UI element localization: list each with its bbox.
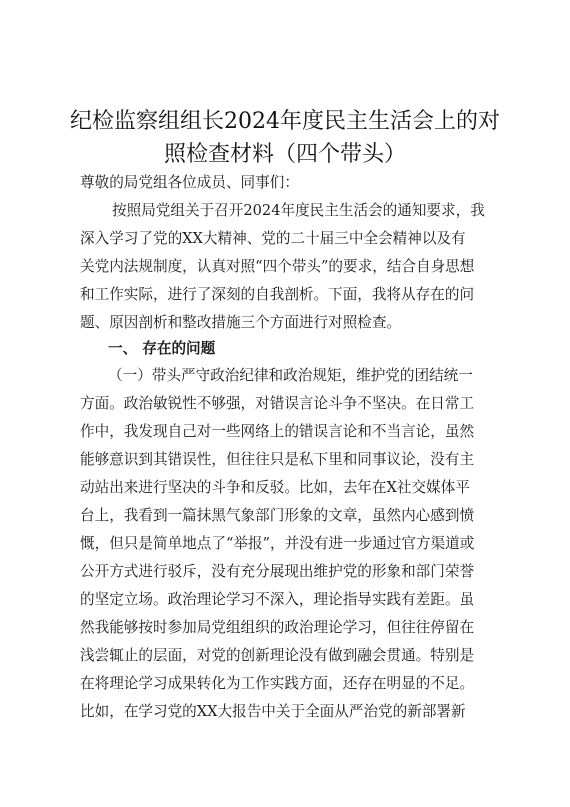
intro-line: 深入学习了党的XX大精神、党的二十届三中全会精神以及有 xyxy=(80,230,466,247)
title-line-1: 纪检监察组组长2024年度民主生活会上的对 xyxy=(70,109,500,134)
section-heading: 一、 存在的问题 xyxy=(108,340,216,357)
section-body-line: 能够意识到其错误性，但往往只是私下里和同事议论，没有主 xyxy=(80,451,475,468)
title-line-2: 照检查材料（四个带头） xyxy=(163,142,406,167)
section-body-line: 的坚定立场。政治理论学习不深入，理论指导实践有差距。虽 xyxy=(80,591,475,608)
section-body-line: 公开方式进行驳斥，没有充分展现出维护党的形象和部门荣誉 xyxy=(80,563,475,580)
document-body xyxy=(80,170,491,770)
intro-line: 和工作实际，进行了深刻的自我剖析。下面，我将从存在的问 xyxy=(80,286,475,303)
section-body-line: 动站出来进行坚决的斗争和反驳。比如，去年在X社交媒体平 xyxy=(80,479,470,496)
salutation: 尊敬的局党组各位成员、同事们： xyxy=(80,174,299,191)
intro-line: 关党内法规制度，认真对照“四个带头”的要求，结合自身思想 xyxy=(80,258,475,275)
section-body-line: （一）带头严守政治纪律和政治规矩，维护党的团结统一 xyxy=(108,367,473,384)
section-body-line: 慨，但只是简单地点了“举报”，并没有进一步通过官方渠道或 xyxy=(80,535,475,552)
document-title xyxy=(60,106,510,172)
section-body-line: 然我能够按时参加局党组组织的政治理论学习，但往往停留在 xyxy=(80,619,475,636)
section-body-line: 浅尝辄止的层面，对党的创新理论没有做到融会贯通。特别是 xyxy=(80,647,475,664)
section-body-line: 作中，我发现自己对一些网络上的错误言论和不当言论，虽然 xyxy=(80,423,475,440)
section-body-line: 比如，在学习党的XX大报告中关于全面从严治党的新部署新 xyxy=(80,703,466,720)
intro-line: 题、原因剖析和整改措施三个方面进行对照检查。 xyxy=(80,314,402,331)
section-body-line: 台上，我看到一篇抹黑气象部门形象的文章，虽然内心感到愤 xyxy=(80,507,475,524)
section-body-line: 方面。政治敏锐性不够强，对错误言论斗争不坚决。在日常工 xyxy=(80,395,475,412)
section-body-line: 在将理论学习成果转化为工作实践方面，还存在明显的不足。 xyxy=(80,675,475,692)
intro-line: 按照局党组关于召开2024年度民主生活会的通知要求，我 xyxy=(112,202,485,219)
